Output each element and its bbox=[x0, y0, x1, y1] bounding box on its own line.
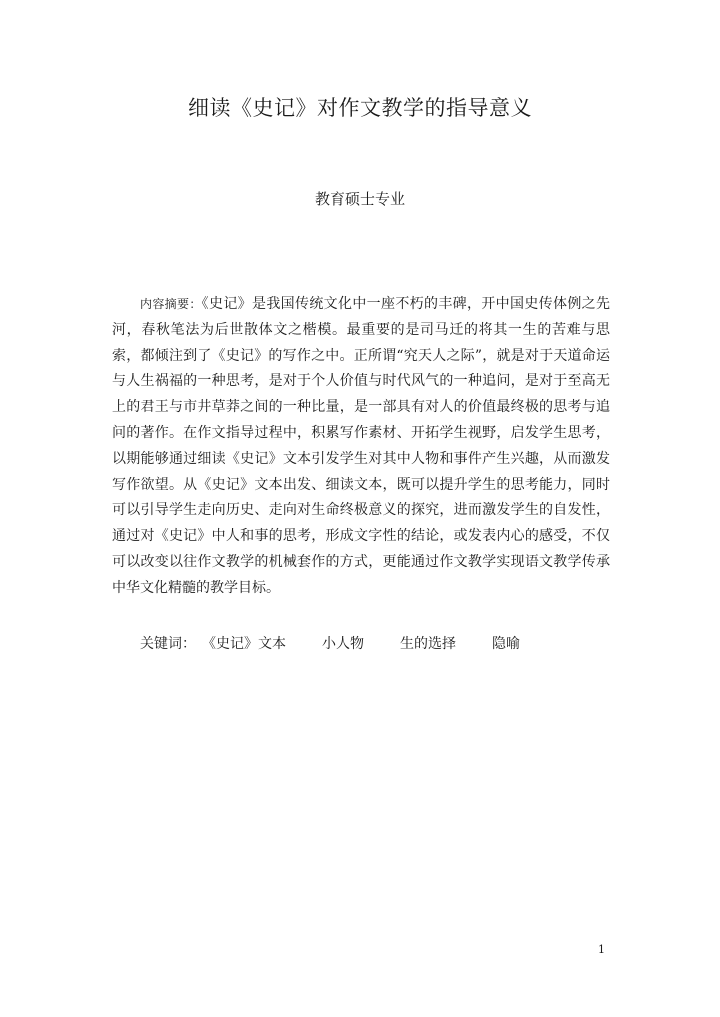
keyword-item: 小人物 bbox=[322, 636, 364, 652]
keywords-line bbox=[140, 633, 520, 653]
page-number: 1 bbox=[598, 943, 605, 956]
keyword-item: 隐喻 bbox=[492, 636, 520, 652]
keyword-item: 生的选择 bbox=[400, 636, 456, 652]
abstract-label: 内容摘要： bbox=[140, 297, 202, 311]
abstract-paragraph bbox=[112, 292, 610, 602]
document-title: 细读《史记》对作文教学的指导意义 bbox=[188, 96, 532, 120]
document-subtitle: 教育硕士专业 bbox=[314, 190, 405, 208]
keyword-item: 《史记》文本 bbox=[202, 636, 286, 652]
keywords-label: 关键词： bbox=[140, 636, 196, 652]
abstract-text: 《史记》是我国传统文化中一座不朽的丰碑，开中国史传体例之先河，春秋笔法为后世散体文之楷模。最重要的是司马迁的将其一生的苦难与思索，都倾注到了《史记》的写作之中。正所谓“究天人之际”，就是对于天道命运与人生祸福的一种思考，是对于个人价值与时代风气的一种追问，是对于至高无上的君王与市井草莽之间的一种比量，是一部具有对人的价值最终极的思考与追问的著作。在作文指导过程中，积累写作素材、开拓学生视野，启发学生思考，以期能够通过细读《史记》文本引发学生对其中人物和事件产生兴趣，从而激发写作欲望。从《史记》文本出发、细读文本，既可以提升学生的思考能力，同时可以引导学生走向历史、走向对生命终极意义的探究，进而激发学生的自发性，通过对《史记》中人和事的思考，形成文字性的结论，或发表内心的感受，不仅可以改变以往作文教学的机械套作的方式，更能通过作文教学实现语文教学传承中华文化精髓的教学目标。 bbox=[112, 296, 610, 596]
